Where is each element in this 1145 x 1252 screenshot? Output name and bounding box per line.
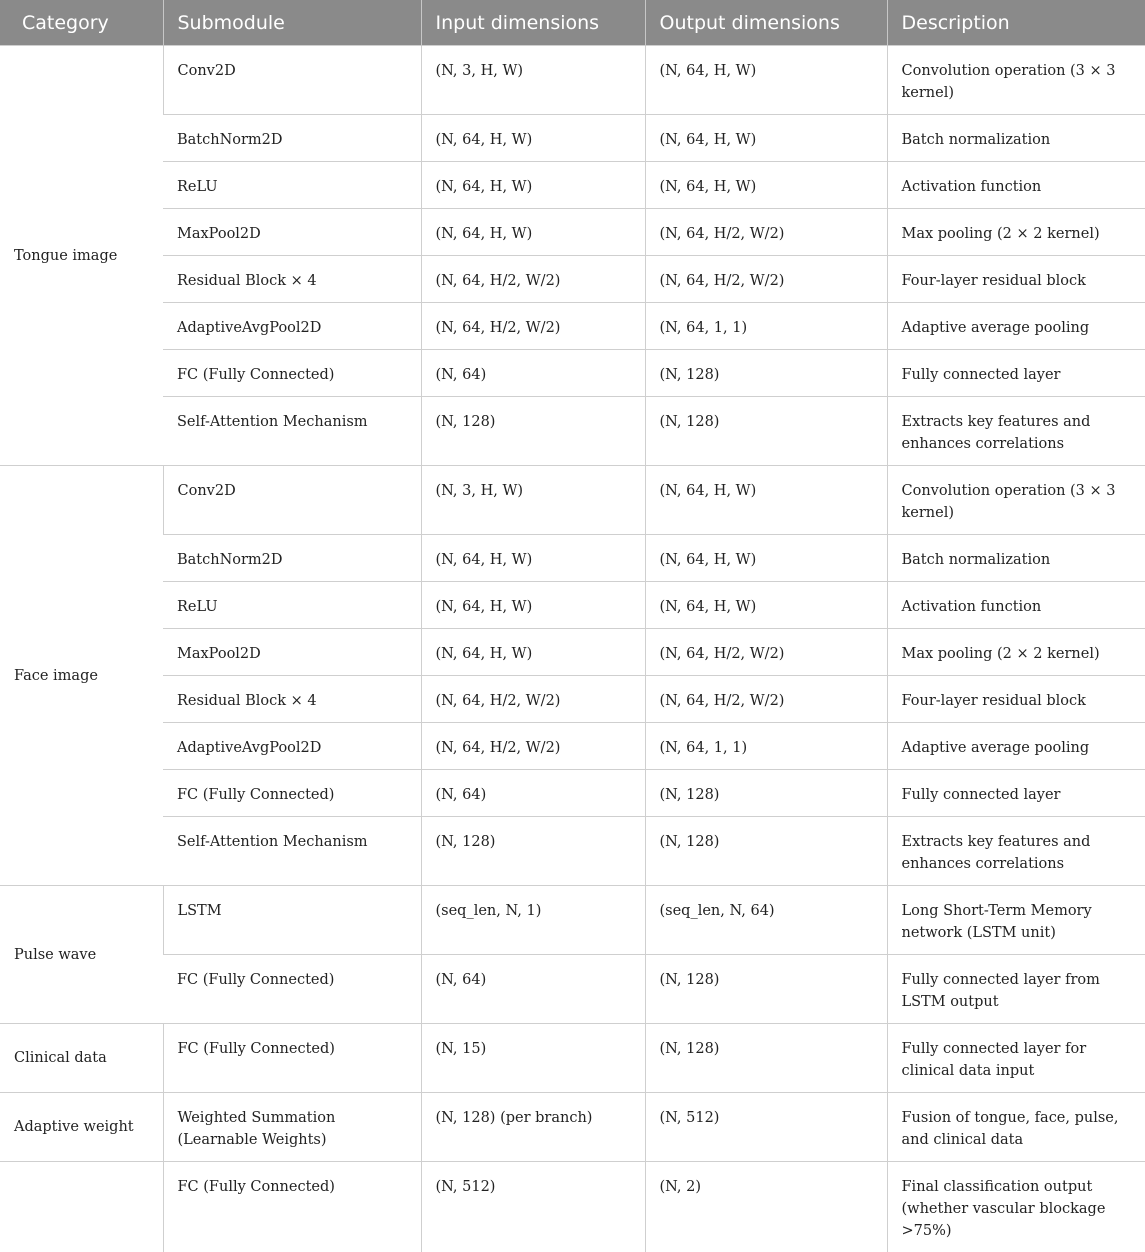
submodule-cell: MaxPool2D [163, 209, 421, 256]
input-dimensions-cell: (N, 3, H, W) [421, 466, 645, 535]
input-dimensions-cell: (N, 128) [421, 397, 645, 466]
table-row [0, 817, 1145, 886]
description-cell: Extracts key features and enhances correlations [887, 397, 1145, 466]
description-cell: Fully connected layer from LSTM output [887, 955, 1145, 1024]
input-dimensions-cell: (N, 64, H, W) [421, 629, 645, 676]
table-row [0, 629, 1145, 676]
input-dimensions-cell: (N, 3, H, W) [421, 46, 645, 115]
input-dimensions-cell: (N, 64, H/2, W/2) [421, 303, 645, 350]
output-dimensions-cell: (N, 64, H/2, W/2) [645, 676, 887, 723]
submodule-cell: Self-Attention Mechanism [163, 397, 421, 466]
submodule-cell: FC (Fully Connected) [163, 350, 421, 397]
description-cell: Batch normalization [887, 535, 1145, 582]
table-row [0, 770, 1145, 817]
description-cell: Long Short-Term Memory network (LSTM unit) [887, 886, 1145, 955]
header-submodule: Submodule [163, 0, 421, 46]
submodule-cell: FC (Fully Connected) [163, 955, 421, 1024]
table-row [0, 1093, 1145, 1162]
output-dimensions-cell: (N, 128) [645, 397, 887, 466]
output-dimensions-cell: (N, 64, H/2, W/2) [645, 629, 887, 676]
output-dimensions-cell: (N, 512) [645, 1093, 887, 1162]
table-row [0, 115, 1145, 162]
table-row [0, 955, 1145, 1024]
submodule-cell: MaxPool2D [163, 629, 421, 676]
input-dimensions-cell: (seq_len, N, 1) [421, 886, 645, 955]
submodule-cell: ReLU [163, 162, 421, 209]
input-dimensions-cell: (N, 128) (per branch) [421, 1093, 645, 1162]
table-row [0, 162, 1145, 209]
input-dimensions-cell: (N, 64) [421, 955, 645, 1024]
output-dimensions-cell: (N, 64, H, W) [645, 582, 887, 629]
input-dimensions-cell: (N, 64, H/2, W/2) [421, 256, 645, 303]
table-row [0, 582, 1145, 629]
category-cell: Face image [0, 466, 163, 886]
submodule-cell: Residual Block × 4 [163, 676, 421, 723]
input-dimensions-cell: (N, 15) [421, 1024, 645, 1093]
input-dimensions-cell: (N, 64, H, W) [421, 535, 645, 582]
table-row [0, 1024, 1145, 1093]
description-cell: Max pooling (2 × 2 kernel) [887, 209, 1145, 256]
submodule-cell: FC (Fully Connected) [163, 770, 421, 817]
input-dimensions-cell: (N, 512) [421, 1162, 645, 1252]
table-row [0, 886, 1145, 955]
table-row [0, 535, 1145, 582]
submodule-cell: AdaptiveAvgPool2D [163, 723, 421, 770]
input-dimensions-cell: (N, 128) [421, 817, 645, 886]
description-cell: Fusion of tongue, face, pulse, and clinical data [887, 1093, 1145, 1162]
submodule-cell: Self-Attention Mechanism [163, 817, 421, 886]
input-dimensions-cell: (N, 64, H, W) [421, 115, 645, 162]
header-category: Category [0, 0, 163, 46]
table-row [0, 676, 1145, 723]
table-row [0, 1162, 1145, 1252]
output-dimensions-cell: (N, 128) [645, 770, 887, 817]
output-dimensions-cell: (N, 128) [645, 350, 887, 397]
output-dimensions-cell: (N, 128) [645, 817, 887, 886]
category-cell: Pulse wave [0, 886, 163, 1024]
output-dimensions-cell: (N, 64, H, W) [645, 535, 887, 582]
output-dimensions-cell: (N, 64, 1, 1) [645, 303, 887, 350]
description-cell: Activation function [887, 162, 1145, 209]
description-cell: Adaptive average pooling [887, 723, 1145, 770]
input-dimensions-cell: (N, 64, H/2, W/2) [421, 723, 645, 770]
submodule-cell: ReLU [163, 582, 421, 629]
table-row [0, 46, 1145, 115]
output-dimensions-cell: (N, 2) [645, 1162, 887, 1252]
header-description: Description [887, 0, 1145, 46]
input-dimensions-cell: (N, 64, H/2, W/2) [421, 676, 645, 723]
category-cell: Clinical data [0, 1024, 163, 1093]
description-cell: Batch normalization [887, 115, 1145, 162]
output-dimensions-cell: (N, 64, H, W) [645, 162, 887, 209]
category-cell: Tongue image [0, 46, 163, 466]
category-cell [0, 1162, 163, 1252]
output-dimensions-cell: (seq_len, N, 64) [645, 886, 887, 955]
description-cell: Fully connected layer for clinical data input [887, 1024, 1145, 1093]
input-dimensions-cell: (N, 64) [421, 770, 645, 817]
submodule-cell: FC (Fully Connected) [163, 1162, 421, 1252]
table-row [0, 723, 1145, 770]
description-cell: Convolution operation (3 × 3 kernel) [887, 466, 1145, 535]
description-cell: Four-layer residual block [887, 676, 1145, 723]
output-dimensions-cell: (N, 64, H/2, W/2) [645, 209, 887, 256]
description-cell: Convolution operation (3 × 3 kernel) [887, 46, 1145, 115]
description-cell: Fully connected layer [887, 350, 1145, 397]
input-dimensions-cell: (N, 64, H, W) [421, 209, 645, 256]
output-dimensions-cell: (N, 64, 1, 1) [645, 723, 887, 770]
description-cell: Adaptive average pooling [887, 303, 1145, 350]
description-cell: Four-layer residual block [887, 256, 1145, 303]
table-row [0, 209, 1145, 256]
input-dimensions-cell: (N, 64) [421, 350, 645, 397]
output-dimensions-cell: (N, 64, H, W) [645, 466, 887, 535]
description-cell: Max pooling (2 × 2 kernel) [887, 629, 1145, 676]
header-row [0, 0, 1145, 46]
description-cell: Fully connected layer [887, 770, 1145, 817]
header-input-dimensions: Input dimensions [421, 0, 645, 46]
submodule-cell: Weighted Summation (Learnable Weights) [163, 1093, 421, 1162]
submodule-cell: Conv2D [163, 466, 421, 535]
output-dimensions-cell: (N, 64, H, W) [645, 115, 887, 162]
submodule-cell: Conv2D [163, 46, 421, 115]
table-row [0, 350, 1145, 397]
description-cell: Activation function [887, 582, 1145, 629]
input-dimensions-cell: (N, 64, H, W) [421, 582, 645, 629]
submodule-cell: AdaptiveAvgPool2D [163, 303, 421, 350]
description-cell: Final classification output (whether vascular blockage >75%) [887, 1162, 1145, 1252]
table-row [0, 256, 1145, 303]
table-row [0, 397, 1145, 466]
table-row [0, 303, 1145, 350]
category-cell: Adaptive weight [0, 1093, 163, 1162]
description-cell: Extracts key features and enhances correlations [887, 817, 1145, 886]
table-row [0, 466, 1145, 535]
submodule-cell: FC (Fully Connected) [163, 1024, 421, 1093]
submodule-cell: LSTM [163, 886, 421, 955]
output-dimensions-cell: (N, 128) [645, 1024, 887, 1093]
submodule-cell: BatchNorm2D [163, 535, 421, 582]
table-body [0, 46, 1145, 1252]
submodule-cell: BatchNorm2D [163, 115, 421, 162]
output-dimensions-cell: (N, 128) [645, 955, 887, 1024]
output-dimensions-cell: (N, 64, H, W) [645, 46, 887, 115]
submodule-cell: Residual Block × 4 [163, 256, 421, 303]
output-dimensions-cell: (N, 64, H/2, W/2) [645, 256, 887, 303]
input-dimensions-cell: (N, 64, H, W) [421, 162, 645, 209]
header-output-dimensions: Output dimensions [645, 0, 887, 46]
